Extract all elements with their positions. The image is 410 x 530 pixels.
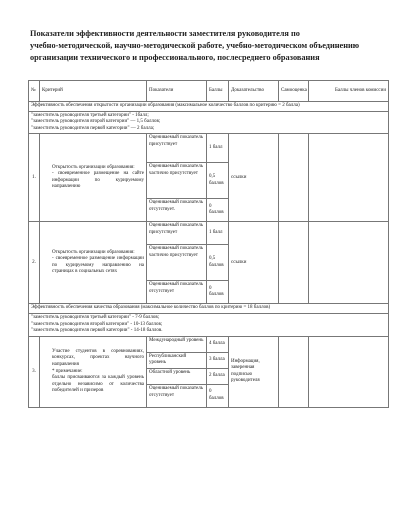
row-indicator: Оцениваемый показатель отсутствует. bbox=[147, 199, 207, 222]
row-indicator: Областной уровень bbox=[147, 368, 207, 384]
category-line: "заместитель руководителя второй категории" - 10-13 баллов; bbox=[31, 321, 163, 327]
table-row bbox=[29, 336, 389, 352]
row-indicator: Оцениваемый показатель присутствует bbox=[147, 222, 207, 245]
row-indicator: Оцениваемый показатель отсутствует bbox=[147, 281, 207, 304]
section-title: Эффективность обеспечения качества образования (максимальное количество баллов по критерию = 18 баллов) bbox=[29, 304, 389, 314]
row-criterion: Открытость организации образования: - своевременное размещение информации по курируемому направлению на страницах в социальных сетях bbox=[40, 222, 147, 304]
header-points: Баллы bbox=[207, 81, 229, 102]
row-points: 0 баллов bbox=[207, 199, 229, 222]
header-self: Самооценка bbox=[279, 81, 309, 102]
row-num: 1. bbox=[29, 134, 40, 222]
row-points: 3 балла bbox=[207, 352, 229, 368]
header-indicator: Показатели bbox=[147, 81, 207, 102]
row-indicator: Оцениваемый показатель отсутствует bbox=[147, 384, 207, 407]
header-num: № bbox=[29, 81, 40, 102]
table-row bbox=[29, 222, 389, 245]
row-points: 0,5 баллов bbox=[207, 245, 229, 281]
row-points: 4 балла bbox=[207, 336, 229, 352]
header-members: Баллы членов комиссии bbox=[309, 81, 389, 102]
category-line: "заместитель руководителя второй категории" — 1,5 баллов; bbox=[31, 119, 161, 125]
row-points: 1 балл bbox=[207, 222, 229, 245]
section-row bbox=[29, 102, 389, 112]
row-members bbox=[309, 222, 389, 304]
row-indicator: Оцениваемый показатель присутствует bbox=[147, 134, 207, 163]
row-criterion: Участие студентов в соревнованиях, конкурсах, проектах научного направления * примечание: баллы присваиваются за каждый уровень отдельно независимо от количества победителей и призеров bbox=[40, 336, 147, 407]
row-evidence: Информация, заверенная подписью руководителя bbox=[229, 336, 279, 407]
row-points: 0,5 баллов bbox=[207, 163, 229, 199]
category-line: "заместитель руководителя третьей категории" - 7-9 баллов; bbox=[31, 314, 160, 320]
row-self bbox=[279, 336, 309, 407]
criteria-table bbox=[28, 80, 389, 408]
section-row bbox=[29, 313, 389, 336]
row-points: 0 баллов bbox=[207, 281, 229, 304]
row-num: 2. bbox=[29, 222, 40, 304]
row-points: 0 баллов bbox=[207, 384, 229, 407]
section-categories bbox=[29, 111, 389, 134]
category-line: "заместитель руководителя первой категории" — 2 балла; bbox=[31, 125, 155, 131]
row-indicator: Оцениваемый показатель частично присутствует bbox=[147, 163, 207, 199]
section-row bbox=[29, 111, 389, 134]
row-num: 3. bbox=[29, 336, 40, 407]
title-line: учебно-методической, научно-методической работе, учебно-методическом объединению bbox=[30, 41, 360, 50]
row-indicator: Оцениваемый показатель частично присутствует bbox=[147, 245, 207, 281]
section-title: Эффективность обеспечения открытости организации образования (максимальное количество баллов по критерию = 2 балла) bbox=[29, 102, 389, 112]
header-criterion: Критерий bbox=[40, 81, 147, 102]
table-header-row bbox=[29, 81, 389, 102]
row-self bbox=[279, 222, 309, 304]
row-evidence: ссылки bbox=[229, 222, 279, 304]
document-title bbox=[30, 28, 395, 64]
row-members bbox=[309, 336, 389, 407]
row-self bbox=[279, 134, 309, 222]
category-line: "заместитель руководителя первой категории" - 14-18 баллов. bbox=[31, 328, 163, 334]
row-criterion: Открытость организации образования: - своевременное размещение на сайте информации по курируемому направлению bbox=[40, 134, 147, 222]
row-indicator: Международный уровень bbox=[147, 336, 207, 352]
title-line: организации технического и профессионального, послесреднего образования bbox=[30, 53, 320, 62]
section-categories bbox=[29, 313, 389, 336]
row-points: 2 балла bbox=[207, 368, 229, 384]
table-row bbox=[29, 134, 389, 163]
row-indicator: Республиканский уровень bbox=[147, 352, 207, 368]
section-row bbox=[29, 304, 389, 314]
title-line: Показатели эффективности деятельности заместителя руководителя по bbox=[30, 29, 300, 38]
row-members bbox=[309, 134, 389, 222]
header-evidence: Доказательство bbox=[229, 81, 279, 102]
category-line: "заместитель руководителя третьей категории" - 1балл; bbox=[31, 112, 149, 118]
row-evidence: ссылки bbox=[229, 134, 279, 222]
row-points: 1 балл bbox=[207, 134, 229, 163]
